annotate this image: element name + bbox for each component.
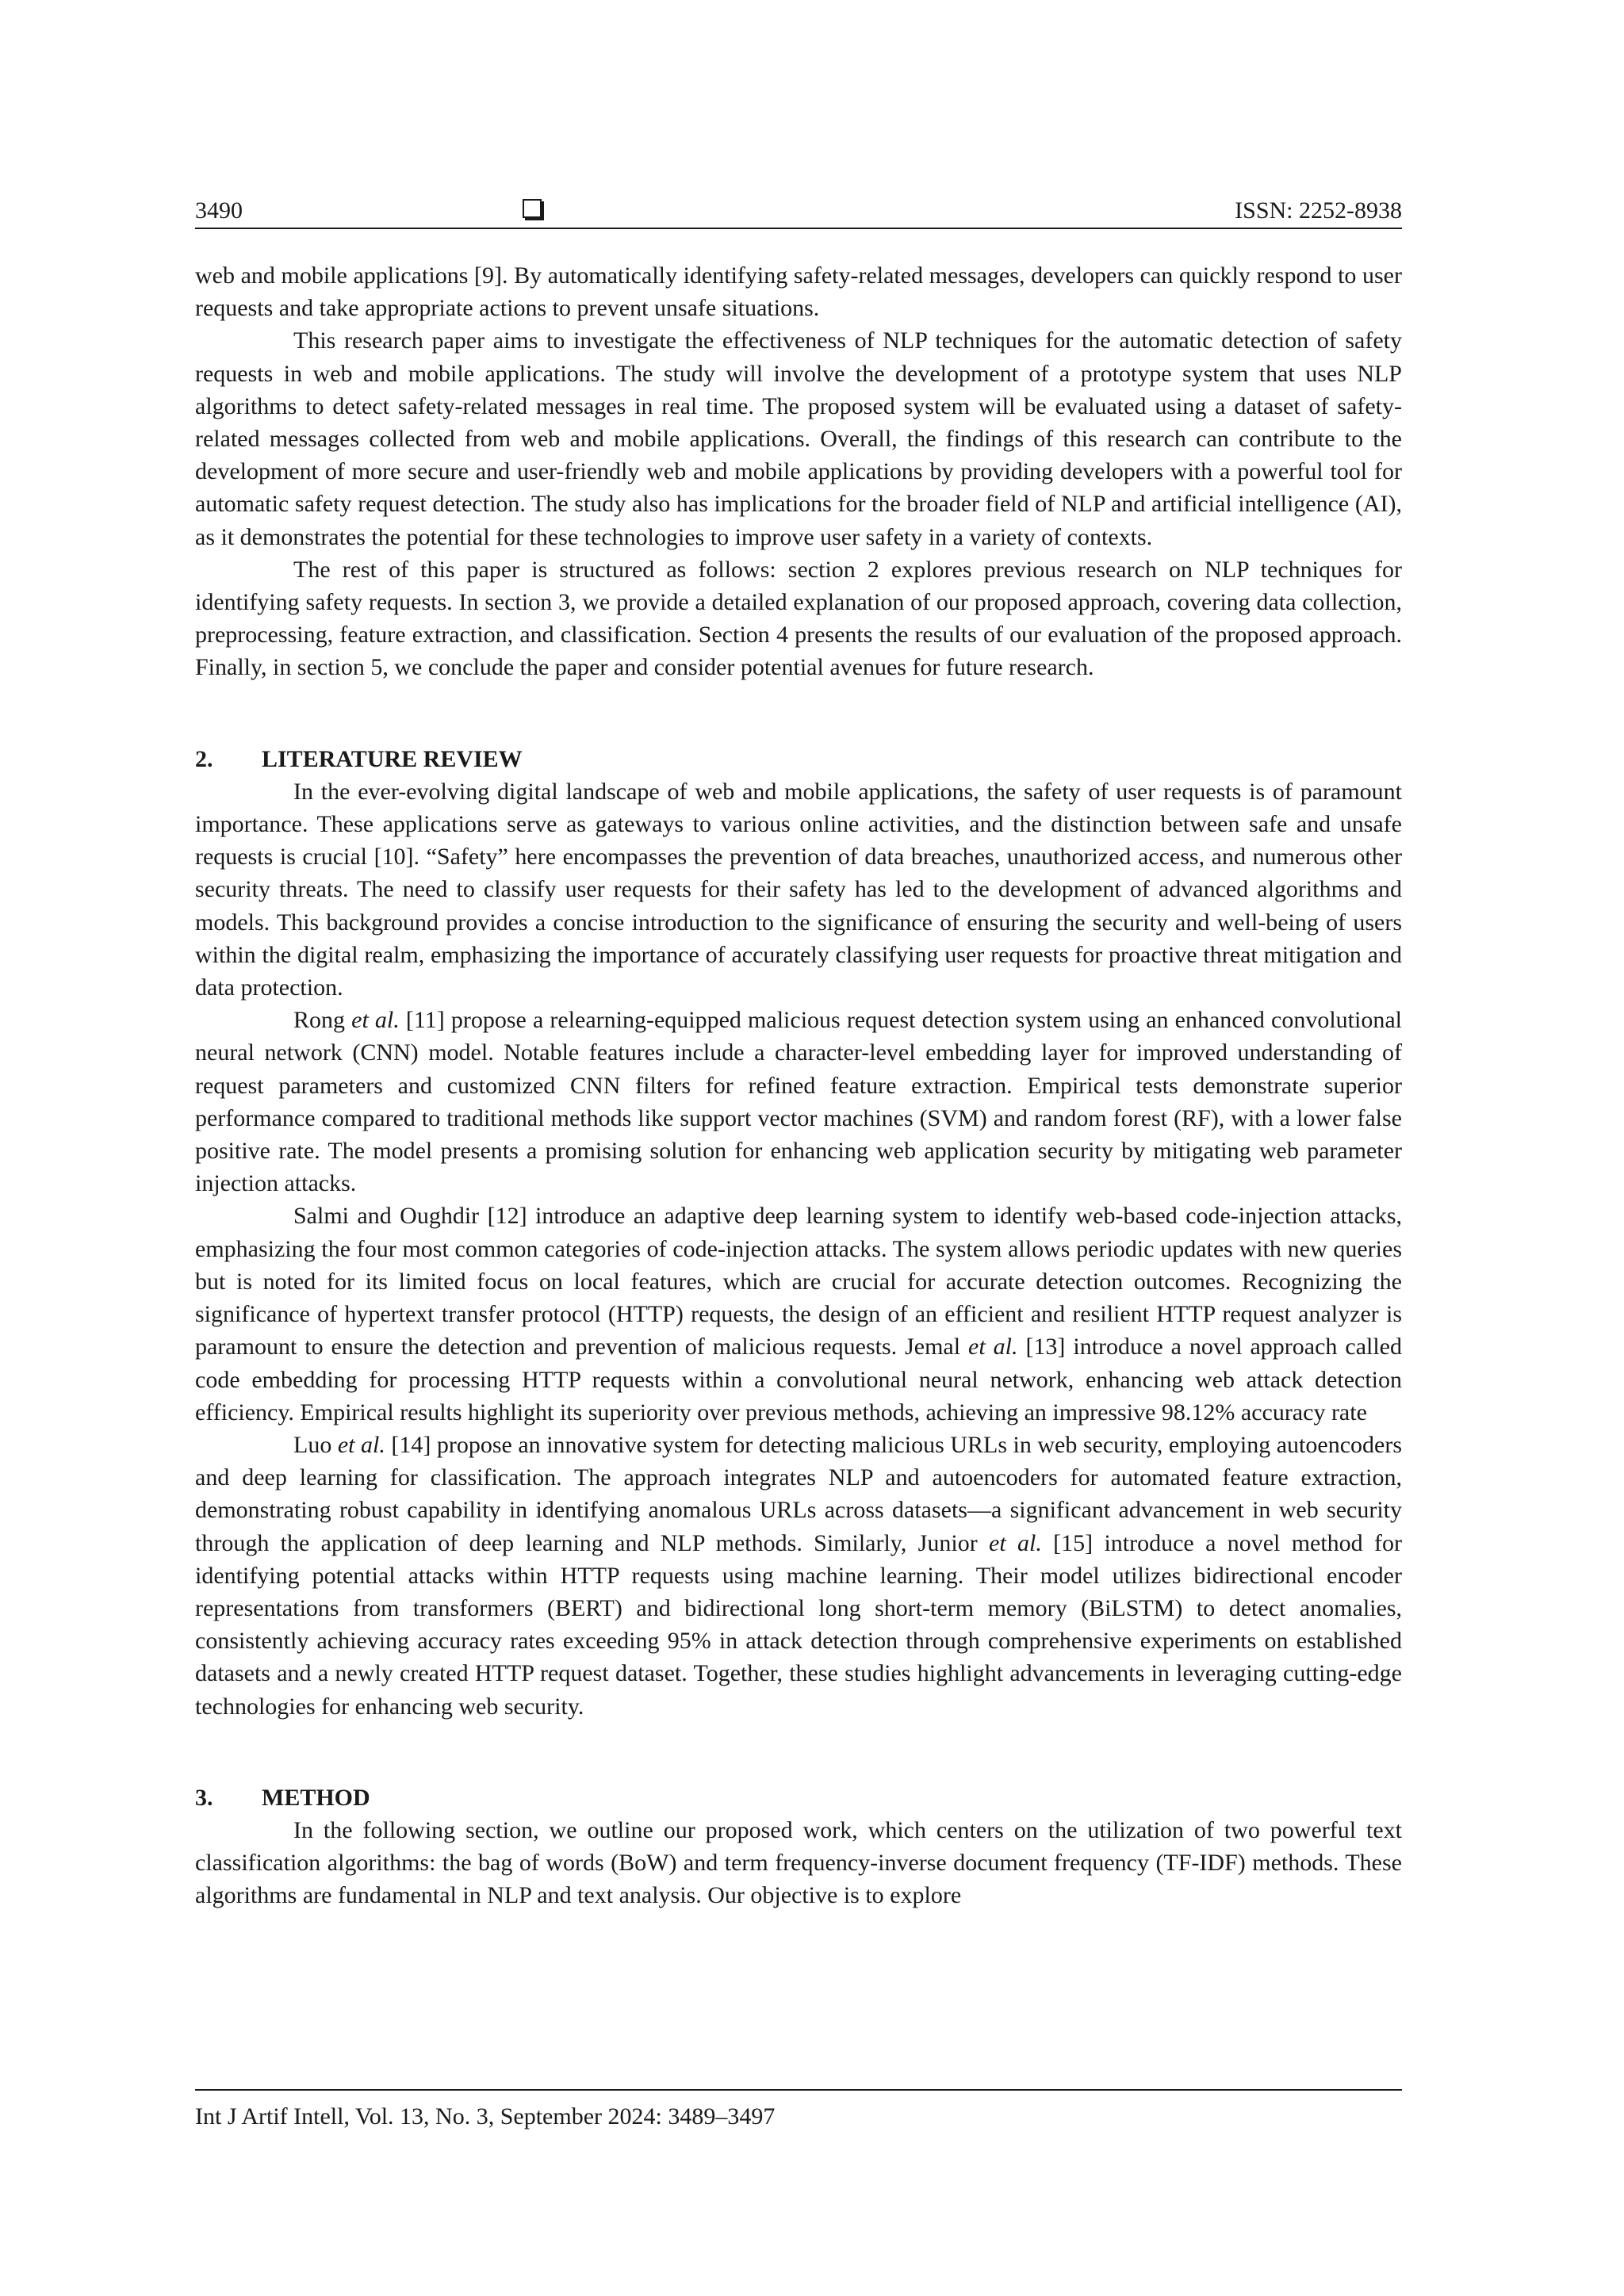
text-run: Salmi and Oughdir [12] introduce an adaptive deep learning system to identify web-based code-injection attacks, emphasizing the four most common categories of code-injection attacks. The system allows periodic updates with new queries but is noted for its limited focus on local features, which are crucial for accurate detection outcomes. Recognizing the significance of hypertext transfer protocol (HTTP) requests, the design of an efficient and resilient HTTP request analyzer is paramount to ensure the detection and prevention of malicious requests. Jemal xyxy=(195,1203,1402,1360)
text-run: Rong xyxy=(293,1007,352,1034)
text-run: [11] propose a relearning-equipped malicious request detection system using an enhanced convolutional neural network (CNN) model. Notable features include a character-level embedding layer for improved understanding of request parameters and customized CNN filters for refined feature extraction. Empirical tests demonstrate superior performance compared to traditional methods like support vector machines (SVM) and random forest (RF), with a lower false positive rate. The model presents a promising solution for enhancing web application security by mitigating web parameter injection attacks. xyxy=(195,1007,1402,1197)
text-run: [15] introduce a novel method for identifying potential attacks within HTTP requests using machine learning. Their model utilizes bidirectional encoder representations from transformers (BERT) and bidirectional long short-term memory (BiLSTM) to detect anomalies, consistently achieving accuracy rates exceeding 95% in attack detection through comprehensive experiments on established datasets and a newly created HTTP request dataset. Together, these studies highlight advancements in leveraging cutting-edge technologies for enhancing web security. xyxy=(195,1529,1402,1720)
text-run: [13] introduce a novel approach called code embedding for processing HTTP requests within a convolutional neural network, enhancing web attack detection efficiency. Empirical results highlight its superiority over previous methods, achieving an impressive 98.12% accuracy rate xyxy=(195,1334,1402,1425)
section-number: 3. xyxy=(195,1784,213,1811)
page-header xyxy=(195,193,1402,228)
page-number: 3490 xyxy=(195,197,243,224)
paragraph xyxy=(195,1429,1402,1723)
footer-rule xyxy=(195,2089,1402,2091)
header-rule xyxy=(195,228,1402,229)
section-number: 2. xyxy=(195,745,213,772)
et-al-italic: et al. xyxy=(989,1529,1042,1556)
paragraph xyxy=(195,1004,1402,1200)
issn-label: ISSN: 2252-8938 xyxy=(1235,197,1402,224)
section-heading xyxy=(195,1781,1402,1814)
section-title: METHOD xyxy=(262,1784,370,1811)
page-footer: Int J Artif Intell, Vol. 13, No. 3, September 2024: 3489–3497 xyxy=(195,2103,776,2130)
text-run: [14] propose an innovative system for detecting malicious URLs in web security, employing autoencoders and deep learning for classification. The approach integrates NLP and autoencoders for automated feature extraction, demonstrating robust capability in identifying anomalous URLs across datasets—a significant advancement in web security through the application of deep learning and NLP methods. Similarly, Junior xyxy=(195,1431,1402,1556)
paragraph: In the ever-evolving digital landscape of web and mobile applications, the safety of user requests is of paramount importance. These applications serve as gateways to various online activities, and the distinction between safe and unsafe requests is crucial [10]. “Safety” here encompasses the prevention of data breaches, unauthorized access, and numerous other security threats. The need to classify user requests for their safety has led to the development of advanced algorithms and models. This background provides a concise introduction to the significance of ensuring the security and well-being of users within the digital realm, emphasizing the importance of accurately classifying user requests for proactive threat mitigation and data protection. xyxy=(195,778,1402,1001)
et-al-italic: et al. xyxy=(351,1007,400,1034)
text-run: Luo xyxy=(293,1431,338,1458)
et-al-italic: et al. xyxy=(968,1334,1018,1360)
paragraph: In the following section, we outline our proposed work, which centers on the utilization of two powerful text classification algorithms: the bag of words (BoW) and term frequency-inverse document frequency (TF-IDF) methods. These algorithms are fundamental in NLP and text analysis. Our objective is to explore xyxy=(195,1816,1402,1909)
et-al-italic: et al. xyxy=(337,1431,385,1458)
body-text xyxy=(195,259,1402,1912)
paragraph: The rest of this paper is structured as follows: section 2 explores previous research on NLP techniques for identifying safety requests. In section 3, we provide a detailed explanation of our proposed approach, covering data collection, preprocessing, feature extraction, and classification. Section 4 presents the results of our evaluation of the proposed approach. Finally, in section 5, we conclude the paper and consider potential avenues for future research. xyxy=(195,556,1402,681)
section-heading xyxy=(195,743,1402,775)
hollow-square-icon xyxy=(523,199,542,218)
section-title: LITERATURE REVIEW xyxy=(262,745,523,772)
paragraph: web and mobile applications [9]. By automatically identifying safety-related messages, developers can quickly respond to user requests and take appropriate actions to prevent unsafe situations. xyxy=(195,262,1402,322)
paragraph: This research paper aims to investigate the effectiveness of NLP techniques for the automatic detection of safety requests in web and mobile applications. The study will involve the development of a prototype system that uses NLP algorithms to detect safety-related messages in real time. The proposed system will be evaluated using a dataset of safety-related messages collected from web and mobile applications. Overall, the findings of this research can contribute to the development of more secure and user-friendly web and mobile applications by providing developers with a powerful tool for automatic safety request detection. The study also has implications for the broader field of NLP and artificial intelligence (AI), as it demonstrates the potential for these technologies to improve user safety in a variety of contexts. xyxy=(195,327,1402,550)
paragraph xyxy=(195,1200,1402,1428)
